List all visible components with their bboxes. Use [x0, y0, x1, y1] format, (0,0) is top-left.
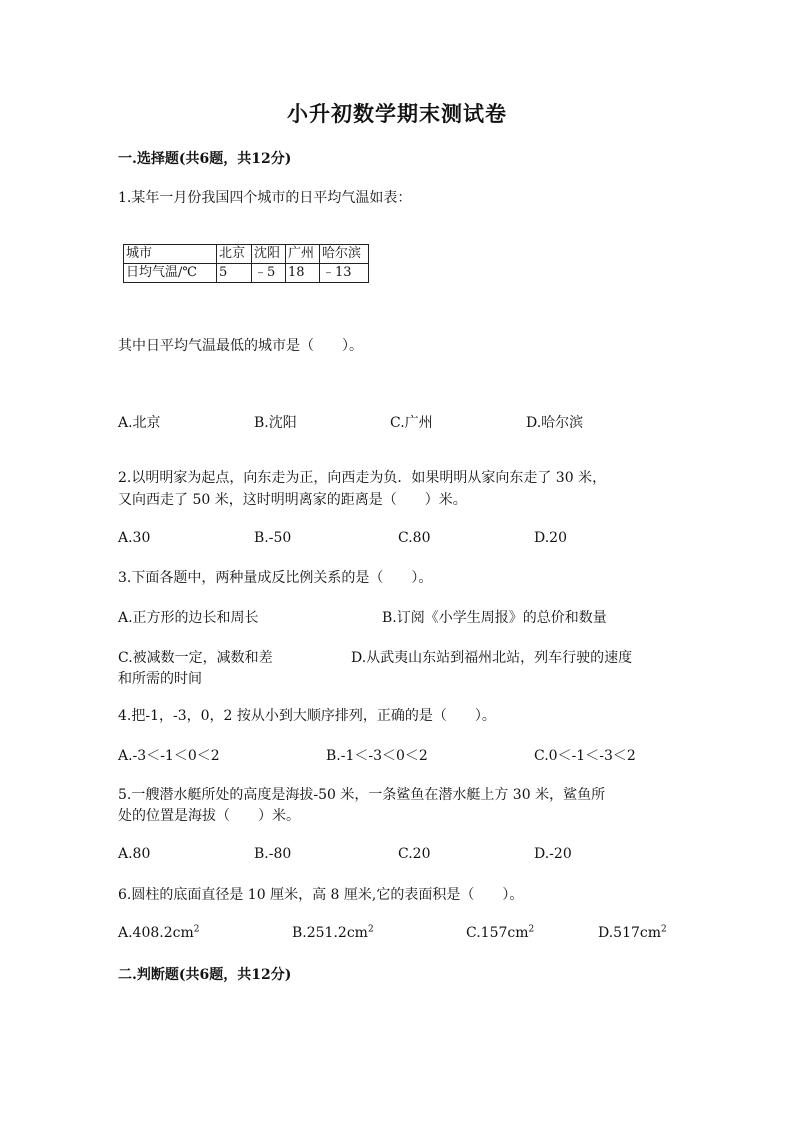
- superscript-2: 2: [528, 924, 535, 935]
- page-title: 小升初数学期末测试卷: [287, 101, 507, 126]
- question-5-stem-line1: 5.一艘潜水艇所处的高度是海拔-50 米，一条鲨鱼在潜水艇上方 30 米，鲨鱼所: [118, 787, 606, 803]
- question-3-option-d-line2[interactable]: 和所需的时间: [118, 671, 202, 687]
- question-2-stem-line2: 又向西走了 50 米，这时明明离家的距离是（ ）米。: [118, 492, 467, 508]
- question-3-option-b[interactable]: B.订阅《小学生周报》的总价和数量: [382, 610, 607, 626]
- option-text: A.408.2cm: [118, 925, 194, 941]
- question-3-option-c[interactable]: C.被减数一定，减数和差: [118, 650, 273, 666]
- table-row: [124, 264, 369, 283]
- question-6-option-c[interactable]: [466, 925, 534, 941]
- table-cell: 哈尔滨: [320, 245, 369, 264]
- table-cell: 5: [217, 264, 252, 283]
- question-4-stem: 4.把-1，-3，0，2 按从小到大顺序排列，正确的是（ ）。: [118, 708, 496, 724]
- question-5-stem-line2: 处的位置是海拔（ ）米。: [118, 808, 300, 824]
- question-5-option-b[interactable]: B.-80: [254, 846, 292, 862]
- table-cell: 18: [286, 264, 320, 283]
- table-cell: 日均气温/℃: [124, 264, 217, 283]
- question-2-option-b[interactable]: B.-50: [254, 530, 292, 546]
- superscript-2: 2: [661, 924, 667, 935]
- table-cell: 北京: [217, 245, 252, 264]
- table-cell: 城市: [124, 245, 217, 264]
- question-1-option-c[interactable]: C.广州: [390, 415, 433, 431]
- question-2-option-d[interactable]: D.20: [534, 530, 567, 546]
- question-6-option-d[interactable]: [598, 925, 667, 941]
- question-1-option-b[interactable]: B.沈阳: [254, 415, 297, 431]
- table-cell: 广州: [286, 245, 320, 264]
- option-text: B.251.2cm: [292, 925, 368, 941]
- question-1-option-d[interactable]: D.哈尔滨: [526, 415, 584, 431]
- question-6-option-a[interactable]: [118, 925, 200, 941]
- table-header-row: [124, 245, 369, 264]
- question-6-option-b[interactable]: [292, 925, 374, 941]
- option-text: C.157cm: [466, 925, 529, 941]
- table-cell: ﹣5: [252, 264, 286, 283]
- question-4-option-b[interactable]: B.-1＜-3＜0＜2: [326, 748, 428, 764]
- section-heading-judgement: 二.判断题(共6题，共12分): [118, 967, 292, 983]
- superscript-2: 2: [367, 924, 374, 935]
- question-3-option-a[interactable]: A.正方形的边长和周长: [118, 610, 259, 626]
- question-4-option-a[interactable]: A.-3＜-1＜0＜2: [118, 748, 220, 764]
- question-4-option-c[interactable]: C.0＜-1＜-3＜2: [534, 748, 636, 764]
- question-1-stem: 1.某年一月份我国四个城市的日平均气温如表：: [118, 190, 412, 206]
- table-cell: 沈阳: [252, 245, 286, 264]
- superscript-2: 2: [193, 924, 200, 935]
- question-1-option-a[interactable]: A.北京: [118, 415, 161, 431]
- question-3-stem: 3.下面各题中，两种量成反比例关系的是（ ）。: [118, 570, 433, 586]
- question-5-option-a[interactable]: A.80: [118, 846, 151, 862]
- option-text: D.517cm: [598, 925, 662, 941]
- question-5-option-d[interactable]: D.-20: [534, 846, 572, 862]
- question-3-option-d-line1[interactable]: D.从武夷山东站到福州北站，列车行驶的速度: [351, 650, 633, 666]
- question-5-option-c[interactable]: C.20: [398, 846, 431, 862]
- temperature-table: [123, 244, 369, 283]
- question-2-option-c[interactable]: C.80: [398, 530, 431, 546]
- question-2-option-a[interactable]: A.30: [118, 530, 151, 546]
- question-1-prompt: 其中日平均气温最低的城市是（ ）。: [118, 338, 363, 354]
- table-cell: ﹣13: [320, 264, 369, 283]
- question-2-stem-line1: 2.以明明家为起点，向东走为正，向西走为负．如果明明从家向东走了 30 米，: [118, 470, 607, 486]
- question-6-stem: 6.圆柱的底面直径是 10 厘米，高 8 厘米,它的表面积是（ ）。: [118, 887, 524, 903]
- section-heading-choice: 一.选择题(共6题，共12分): [118, 151, 292, 167]
